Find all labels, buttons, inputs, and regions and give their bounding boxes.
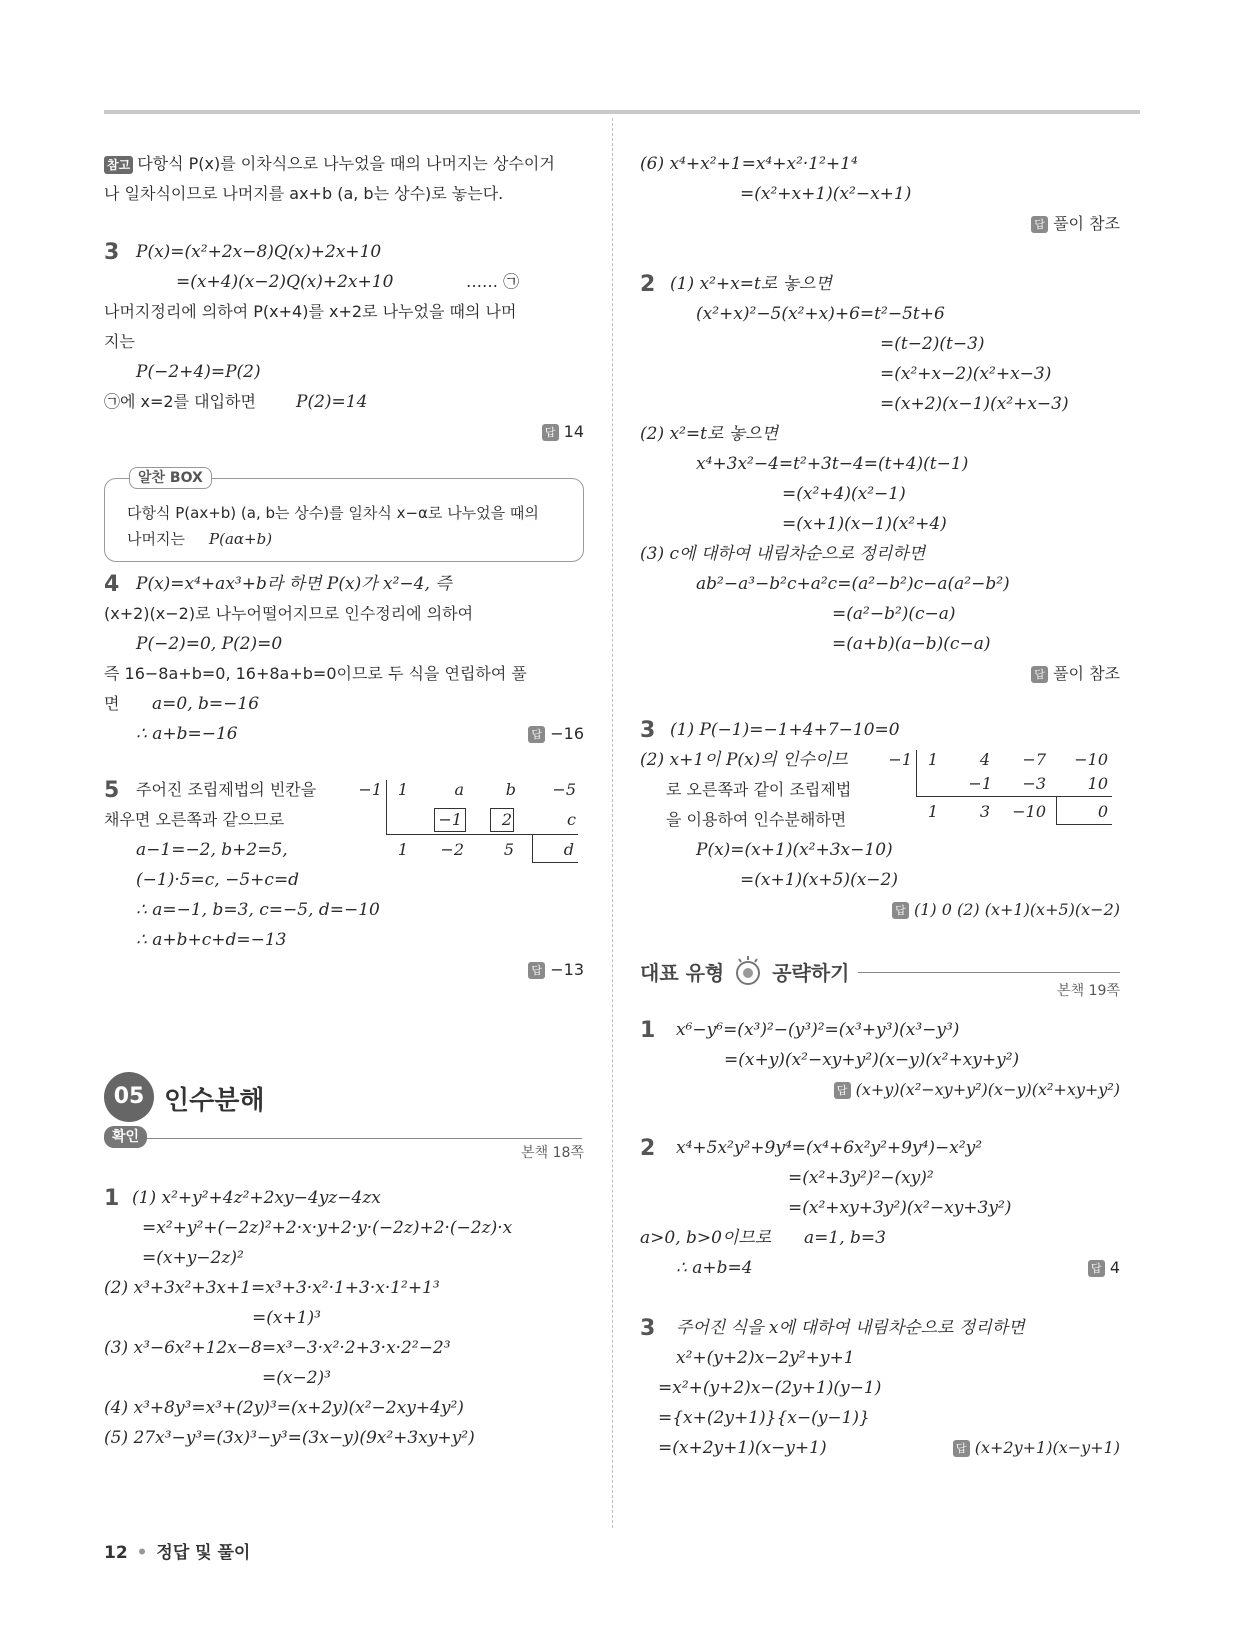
p4-line: (x+2)(x−2)로 나누어떨어지므로 인수정리에 의하여 [104, 604, 474, 623]
synth-cell: b [505, 780, 516, 799]
d2-number: 2 [640, 1136, 656, 1161]
synth-cell: −1 [438, 810, 462, 829]
d2-line: =(x²+3y²)²−(xy)² [788, 1168, 934, 1188]
p4-line: 면 [104, 694, 120, 713]
synth-cell: −10 [1012, 802, 1046, 821]
r2-line: =(a²−b²)(c−a) [832, 604, 956, 624]
note-line-2: 나 일차식이므로 나머지를 ax+b (a, b는 상수)로 놓는다. [104, 184, 504, 203]
synth-cell: 3 [979, 802, 990, 821]
synth-cell: 4 [979, 750, 990, 769]
synth-cell: 10 [1087, 774, 1108, 793]
synth-cell: c [567, 810, 576, 829]
page-footer [104, 1538, 250, 1563]
r3-line: P(x)=(x+1)(x²+3x−10) [696, 840, 893, 860]
r6-answer: 답 풀이 참조 [1031, 212, 1120, 236]
synth-divisor: −1 [888, 750, 912, 769]
r3-line: 을 이용하여 인수분해하면 [666, 810, 847, 829]
r2-line: =(t−2)(t−3) [880, 334, 985, 354]
r3-synthetic-division [884, 748, 1120, 838]
r3-line: 로 오른쪽과 같이 조립제법 [666, 780, 852, 799]
dae-title-1: 대표 유형 [640, 961, 725, 985]
s1-line: (5) 27x³−y³=(3x)³−y³=(3x−y)(9x²+3xy+y²) [104, 1428, 475, 1448]
r2-line: =(x+1)(x−1)(x²+4) [782, 514, 947, 534]
page-number: 12 [104, 1543, 128, 1563]
synth-cell: 5 [503, 840, 514, 859]
p5-answer: 답 −13 [528, 958, 584, 982]
p5-line: 채우면 오른쪽과 같으므로 [104, 810, 285, 829]
synth-cell: −3 [1022, 774, 1046, 793]
synth-hline [1056, 824, 1112, 825]
synth-vline [386, 780, 387, 834]
s1-line: =(x+1)³ [252, 1308, 321, 1328]
r6-line: =(x²+x+1)(x²−x+1) [740, 184, 912, 204]
section-title: 인수분해 [164, 1086, 265, 1116]
synth-cell: 1 [397, 780, 408, 799]
note-badge: 참고 [104, 156, 133, 174]
p3-line: P(−2+4)=P(2) [136, 362, 261, 382]
synth-divisor: −1 [358, 780, 382, 799]
tip-box-title: 알찬 BOX [129, 467, 212, 489]
d2-line: =(x²+xy+3y²)(x²−xy+3y²) [788, 1198, 1012, 1218]
p4-answer: 답 −16 [528, 722, 584, 746]
p3-line: 나머지정리에 의하여 P(x+4)를 x+2로 나누었을 때의 나머 [104, 302, 517, 321]
tip-box-line: 다항식 P(ax+b) (a, b는 상수)를 일차식 x−α로 나누었을 때의 [127, 504, 539, 522]
section-number: 05 [104, 1072, 154, 1122]
d2-line: a=1, b=3 [804, 1228, 886, 1248]
d2-answer: 답 4 [1088, 1256, 1120, 1280]
synth-cell: d [563, 840, 574, 859]
r3-line: =(x+1)(x+5)(x−2) [740, 870, 898, 890]
synth-cell: 1 [397, 840, 408, 859]
d3-answer: 답 (x+2y+1)(x−y+1) [953, 1436, 1120, 1460]
d2-line: ∴ a+b=4 [676, 1258, 753, 1278]
s1-line: =(x−2)³ [262, 1368, 331, 1388]
d3-number: 3 [640, 1316, 656, 1341]
column-divider [612, 118, 613, 1528]
p4-line: a=0, b=−16 [152, 694, 260, 714]
synth-cell: −1 [968, 774, 992, 793]
note-line-1: 참고 다항식 P(x)를 이차식으로 나누었을 때의 나머지는 상수이거 [104, 152, 555, 176]
d3-line: ={x+(2y+1)}{x−(y−1)} [658, 1408, 870, 1428]
section-subbar [104, 1138, 582, 1139]
p3-answer: 답 14 [542, 420, 584, 444]
d3-line: =x²+(y+2)x−(2y+1)(y−1) [658, 1378, 882, 1398]
synth-cell: −7 [1022, 750, 1046, 769]
r3-line: (1) P(−1)=−1+4+7−10=0 [670, 720, 900, 740]
section-sub-pill: 확인 [104, 1126, 147, 1148]
d3-line: =(x+2y+1)(x−y+1) [658, 1438, 827, 1458]
d3-line: x²+(y+2)x−2y²+y+1 [676, 1348, 855, 1368]
d2-line: x⁴+5x²y²+9y⁴=(x⁴+6x²y²+9y⁴)−x²y² [676, 1138, 983, 1158]
r2-line: (1) x²+x=t로 놓으면 [670, 274, 832, 294]
p3-line: 지는 [104, 332, 135, 351]
s1-line: (1) x²+y²+4z²+2xy−4yz−4zx [132, 1188, 381, 1208]
problem-3-number: 3 [104, 240, 120, 265]
r6-line: (6) x⁴+x²+1=x⁴+x²·1²+1⁴ [640, 154, 858, 174]
synth-vline [916, 750, 917, 796]
s1-line: =x²+y²+(−2z)²+2·x·y+2·y·(−2z)+2·(−2z)·x [142, 1218, 513, 1238]
synth-cell: 1 [927, 802, 938, 821]
synth-cell: 1 [927, 750, 938, 769]
synth-vline [532, 834, 533, 862]
synth-cell: a [454, 780, 464, 799]
r2-line: =(x+2)(x−1)(x²+x−3) [880, 394, 1069, 414]
s1-number: 1 [104, 1186, 120, 1211]
r2-line: =(a+b)(a−b)(c−a) [832, 634, 991, 654]
p4-line: 즉 16−8a+b=0, 16+8a+b=0이므로 두 식을 연립하여 풀 [104, 664, 527, 683]
p5-synthetic-division [356, 778, 584, 868]
p5-line: (−1)·5=c, −5+c=d [136, 870, 300, 890]
synth-cell: 2 [501, 810, 512, 829]
d3-line: 주어진 식을 x에 대하여 내림차순으로 정리하면 [676, 1318, 1025, 1338]
tip-box-formula: P(aα+b) [209, 530, 273, 548]
p5-line: 주어진 조립제법의 빈칸을 [136, 780, 317, 799]
p3-line: P(2)=14 [296, 392, 368, 412]
p3-tag: …… ㉠ [466, 272, 520, 291]
r2-line: (x²+x)²−5(x²+x)+6=t²−5t+6 [696, 304, 945, 324]
p3-line: =(x+4)(x−2)Q(x)+2x+10 [176, 272, 394, 292]
p4-line: P(−2)=0, P(2)=0 [136, 634, 283, 654]
r2-line: (2) x²=t로 놓으면 [640, 424, 779, 444]
synth-cell: −5 [552, 780, 576, 799]
problem-5-number: 5 [104, 778, 120, 803]
dae-header [640, 956, 849, 986]
d1-number: 1 [640, 1018, 656, 1043]
synth-box [434, 808, 466, 832]
synth-vline [1056, 796, 1057, 824]
problem-4-number: 4 [104, 572, 120, 597]
d1-line: =(x+y)(x²−xy+y²)(x−y)(x²+xy+y²) [724, 1050, 1020, 1070]
d2-line: a>0, b>0이므로 [640, 1228, 772, 1248]
top-rule [104, 110, 1140, 114]
p3-line: P(x)=(x²+2x−8)Q(x)+2x+10 [136, 242, 382, 262]
r3-number: 3 [640, 718, 656, 743]
d1-line: x⁶−y⁶=(x³)²−(y³)²=(x³+y³)(x³−y³) [676, 1020, 960, 1040]
tip-box [104, 470, 584, 562]
section-ref: 본책 18쪽 [521, 1145, 584, 1161]
synth-box [490, 808, 514, 832]
s1-line: (4) x³+8y³=x³+(2y)³=(x+2y)(x²−2xy+4y²) [104, 1398, 464, 1418]
tip-box-line: 나머지는 [127, 530, 185, 548]
r2-number: 2 [640, 272, 656, 297]
d1-answer: 답 (x+y)(x²−xy+y²)(x−y)(x²+xy+y²) [834, 1078, 1120, 1102]
r2-line: (3) c에 대하여 내림차순으로 정리하면 [640, 544, 926, 564]
s1-line: =(x+y−2z)² [142, 1248, 244, 1268]
dae-ref: 본책 19쪽 [1057, 983, 1120, 999]
dae-rule [858, 972, 1120, 973]
r3-line: (2) x+1이 P(x)의 인수이므 [640, 750, 848, 770]
dae-title-2: 공략하기 [772, 961, 850, 985]
synth-cell: −2 [440, 840, 464, 859]
synth-cell: 0 [1097, 802, 1108, 821]
p5-line: ∴ a=−1, b=3, c=−5, d=−10 [136, 900, 380, 920]
p4-line: P(x)=x⁴+ax³+b라 하면 P(x)가 x²−4, 즉 [136, 574, 452, 594]
footer-label: 정답 및 풀이 [156, 1543, 251, 1563]
footer-bullet-icon: • [136, 1543, 148, 1563]
r2-line: ab²−a³−b²c+a²c=(a²−b²)c−a(a²−b²) [696, 574, 1010, 594]
s1-line: (3) x³−6x²+12x−8=x³−3·x²·2+3·x·2²−2³ [104, 1338, 451, 1358]
r2-line: x⁴+3x²−4=t²+3t−4=(t+4)(t−1) [696, 454, 969, 474]
synth-hline [386, 834, 578, 835]
s1-line: (2) x³+3x²+3x+1=x³+3·x²·1+3·x·1²+1³ [104, 1278, 440, 1298]
r2-line: =(x²+4)(x²−1) [782, 484, 906, 504]
synth-hline [916, 796, 1112, 797]
r2-answer: 답 풀이 참조 [1031, 662, 1120, 686]
synth-cell: −10 [1074, 750, 1108, 769]
p3-line: ㉠에 x=2를 대입하면 [104, 392, 256, 411]
p5-line: ∴ a+b+c+d=−13 [136, 930, 287, 950]
r2-line: =(x²+x−2)(x²+x−3) [880, 364, 1052, 384]
bulb-icon [735, 956, 761, 986]
p5-line: a−1=−2, b+2=5, [136, 840, 288, 860]
r3-answer: 답 (1) 0 (2) (x+1)(x+5)(x−2) [892, 898, 1120, 922]
synth-hline [532, 862, 578, 863]
p4-line: ∴ a+b=−16 [136, 724, 238, 744]
